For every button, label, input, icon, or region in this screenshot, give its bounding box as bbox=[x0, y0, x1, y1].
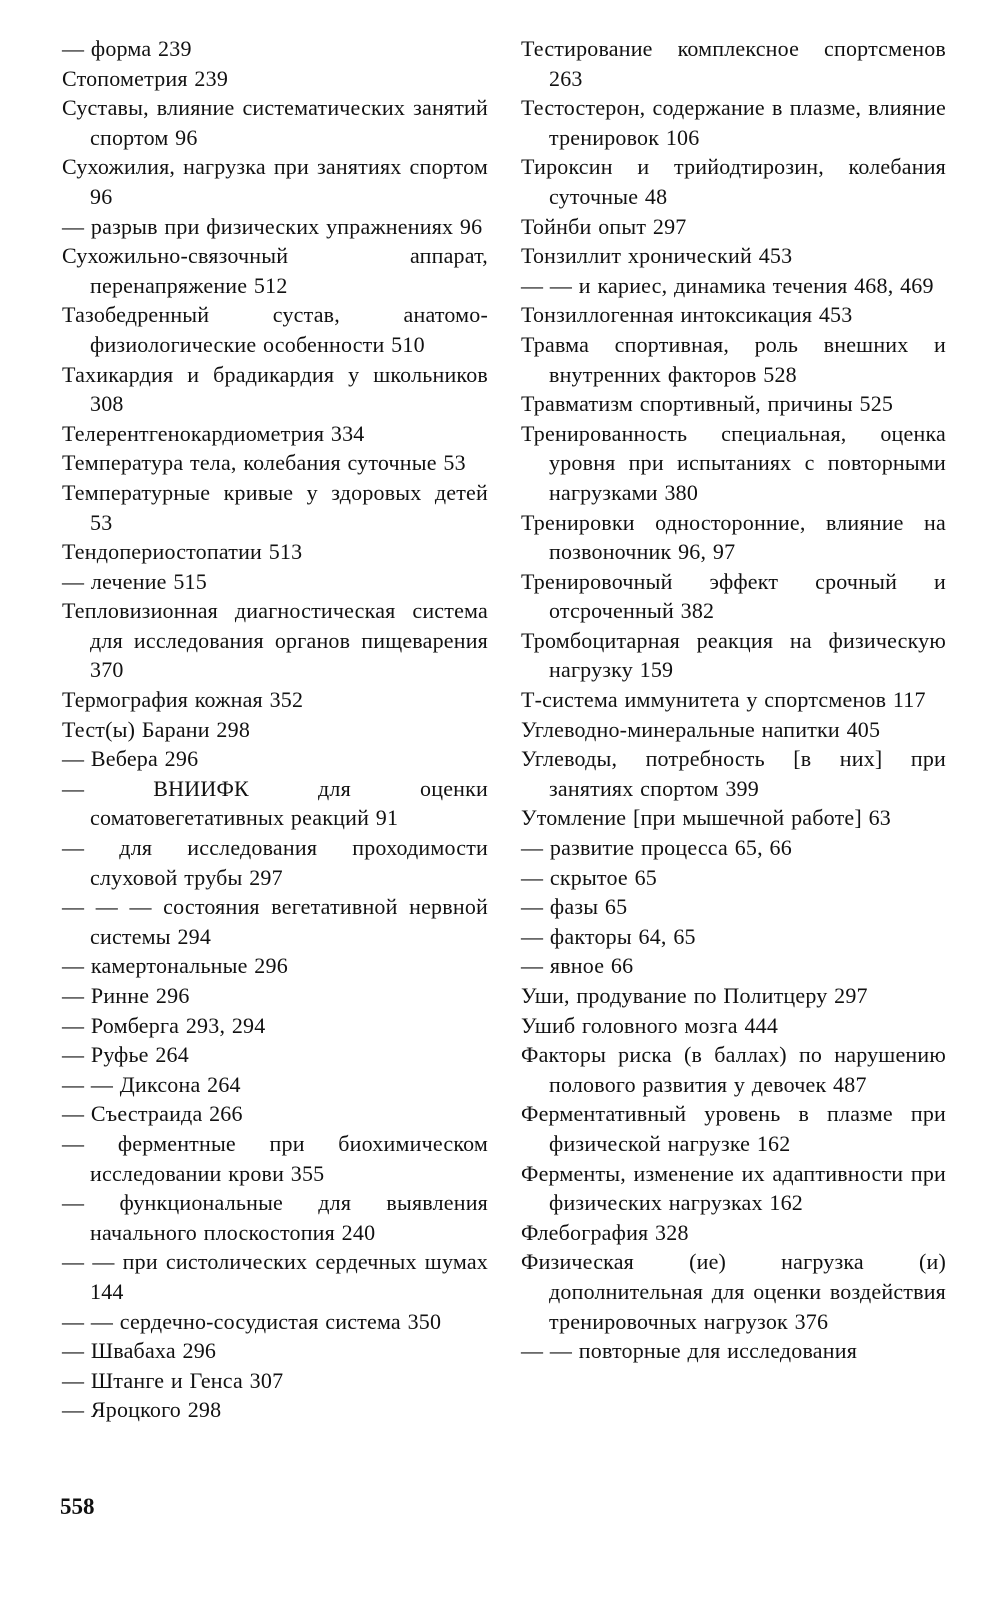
index-entry: Углеводы, потребность [в них] при занятиях спортом 399 bbox=[521, 746, 946, 801]
index-entry: Т-система иммунитета у спортсменов 117 bbox=[521, 687, 926, 713]
index-entry: — скрытое 65 bbox=[521, 864, 657, 890]
index-entry: — — — состояния вегетативной нервной системы 294 bbox=[62, 894, 488, 949]
index-entry: — Ромберга 293, 294 bbox=[62, 1012, 266, 1038]
index-entry: — Яроцкого 298 bbox=[62, 1397, 222, 1423]
index-entry: Травматизм спортивный, причины 525 bbox=[521, 391, 894, 417]
index-entry: Тренировки односторонние, влияние на позвоночник 96, 97 bbox=[521, 509, 946, 565]
index-entry: Телерентгенокардиометрия 334 bbox=[62, 420, 365, 446]
index-entry: Ферментативный уровень в плазме при физической нагрузке 162 bbox=[521, 1101, 946, 1156]
index-column-right bbox=[521, 34, 946, 1366]
index-entry: Тестостерон, содержание в плазме, влияние тренировок 106 bbox=[521, 95, 946, 150]
index-entry: — Руфье 264 bbox=[62, 1042, 189, 1068]
index-entry: — ферментные при биохимическом исследовании крови 355 bbox=[62, 1130, 488, 1186]
index-entry: Тонзиллит хронический 453 bbox=[521, 243, 793, 269]
index-entry: — — Диксона 264 bbox=[62, 1071, 241, 1097]
index-entry: Ушиб головного мозга 444 bbox=[521, 1012, 779, 1038]
index-entry: Тазобедренный сустав, анатомо-физиологические особенности 510 bbox=[62, 302, 488, 357]
page-number: 558 bbox=[60, 1494, 95, 1519]
index-entry: Ферменты, изменение их адаптивности при физических нагрузках 162 bbox=[521, 1160, 946, 1216]
index-entry: — — повторные для исследования bbox=[521, 1338, 858, 1364]
index-entry: Тестирование комплексное спортсменов 263 bbox=[521, 36, 946, 91]
index-entry: Стопометрия 239 bbox=[62, 65, 229, 91]
index-entry: — фазы 65 bbox=[521, 894, 628, 920]
index-entry: Физическая (ие) нагрузка (и) дополнительная для оценки воздействия тренировочных нагрузок 376 bbox=[521, 1249, 946, 1334]
index-entry: Сухожильно-связочный аппарат, перенапряжение 512 bbox=[62, 243, 488, 298]
index-entry: Температурные кривые у здоровых детей 53 bbox=[62, 479, 488, 535]
index-entry: — развитие процесса 65, 66 bbox=[521, 835, 792, 861]
index-entry: — Швабаха 296 bbox=[62, 1338, 217, 1364]
index-entry: Тойнби опыт 297 bbox=[521, 213, 687, 239]
index-entry: Уши, продувание по Политцеру 297 bbox=[521, 983, 868, 1008]
index-entry: Тироксин и трийодтирозин, колебания суточные 48 bbox=[521, 154, 946, 209]
index-entry: — разрыв при физических упражнениях 96 bbox=[62, 213, 483, 239]
index-entry: — функциональные для выявления начального плоскостопия 240 bbox=[62, 1190, 488, 1245]
index-entry: — Вебера 296 bbox=[62, 746, 199, 772]
index-entry: Тонзиллогенная интоксикация 453 bbox=[521, 302, 853, 328]
index-entry: — лечение 515 bbox=[62, 568, 207, 594]
index-entry: Флебография 328 bbox=[521, 1219, 689, 1245]
index-entry: — — и кариес, динамика течения 468, 469 bbox=[521, 272, 934, 298]
index-entry: — — при систолических сердечных шумах 144 bbox=[62, 1249, 488, 1304]
index-entry: — Съестраида 266 bbox=[62, 1101, 243, 1127]
index-entry: Тренировочный эффект срочный и отсроченный 382 bbox=[521, 568, 946, 624]
index-entry: Термография кожная 352 bbox=[62, 687, 304, 713]
index-entry: — форма 239 bbox=[62, 36, 192, 61]
index-entry: Травма спортивная, роль внешних и внутренних факторов 528 bbox=[521, 331, 946, 387]
index-entry: Тренированность специальная, оценка уровня при испытаниях с повторными нагрузками 380 bbox=[521, 420, 946, 505]
index-entry: Тахикардия и брадикардия у школьников 308 bbox=[62, 361, 488, 417]
index-entry: — ВНИИФК для оценки соматовегетативных реакций 91 bbox=[62, 775, 488, 831]
index-entry: — явное 66 bbox=[521, 953, 634, 979]
index-entry: — Ринне 296 bbox=[62, 983, 190, 1008]
index-entry: — факторы 64, 65 bbox=[521, 923, 696, 949]
index-entry: Сухожилия, нагрузка при занятиях спортом 96 bbox=[62, 154, 488, 209]
index-entry: — Штанге и Генса 307 bbox=[62, 1367, 284, 1393]
index-entry: Тепловизионная диагностическая система для исследования органов пищеварения 370 bbox=[62, 598, 488, 683]
index-column-left bbox=[62, 34, 488, 1425]
index-entry: — для исследования проходимости слуховой трубы 297 bbox=[62, 835, 488, 890]
index-entry: — — сердечно-сосудистая система 350 bbox=[62, 1308, 442, 1334]
index-entry: Тромбоцитарная реакция на физическую нагрузку 159 bbox=[521, 627, 946, 683]
index-entry: Углеводно-минеральные напитки 405 bbox=[521, 716, 881, 742]
index-entry: Тест(ы) Барани 298 bbox=[62, 716, 251, 742]
index-entry: — камертональные 296 bbox=[62, 953, 288, 979]
index-entry: Тендопериостопатии 513 bbox=[62, 539, 303, 565]
index-entry: Утомление [при мышечной работе] 63 bbox=[521, 805, 891, 831]
index-entry: Факторы риска (в баллах) по нарушению полового развития у девочек 487 bbox=[521, 1042, 946, 1097]
index-entry: Температура тела, колебания суточные 53 bbox=[62, 450, 466, 476]
index-entry: Суставы, влияние систематических занятий спортом 96 bbox=[62, 95, 488, 150]
